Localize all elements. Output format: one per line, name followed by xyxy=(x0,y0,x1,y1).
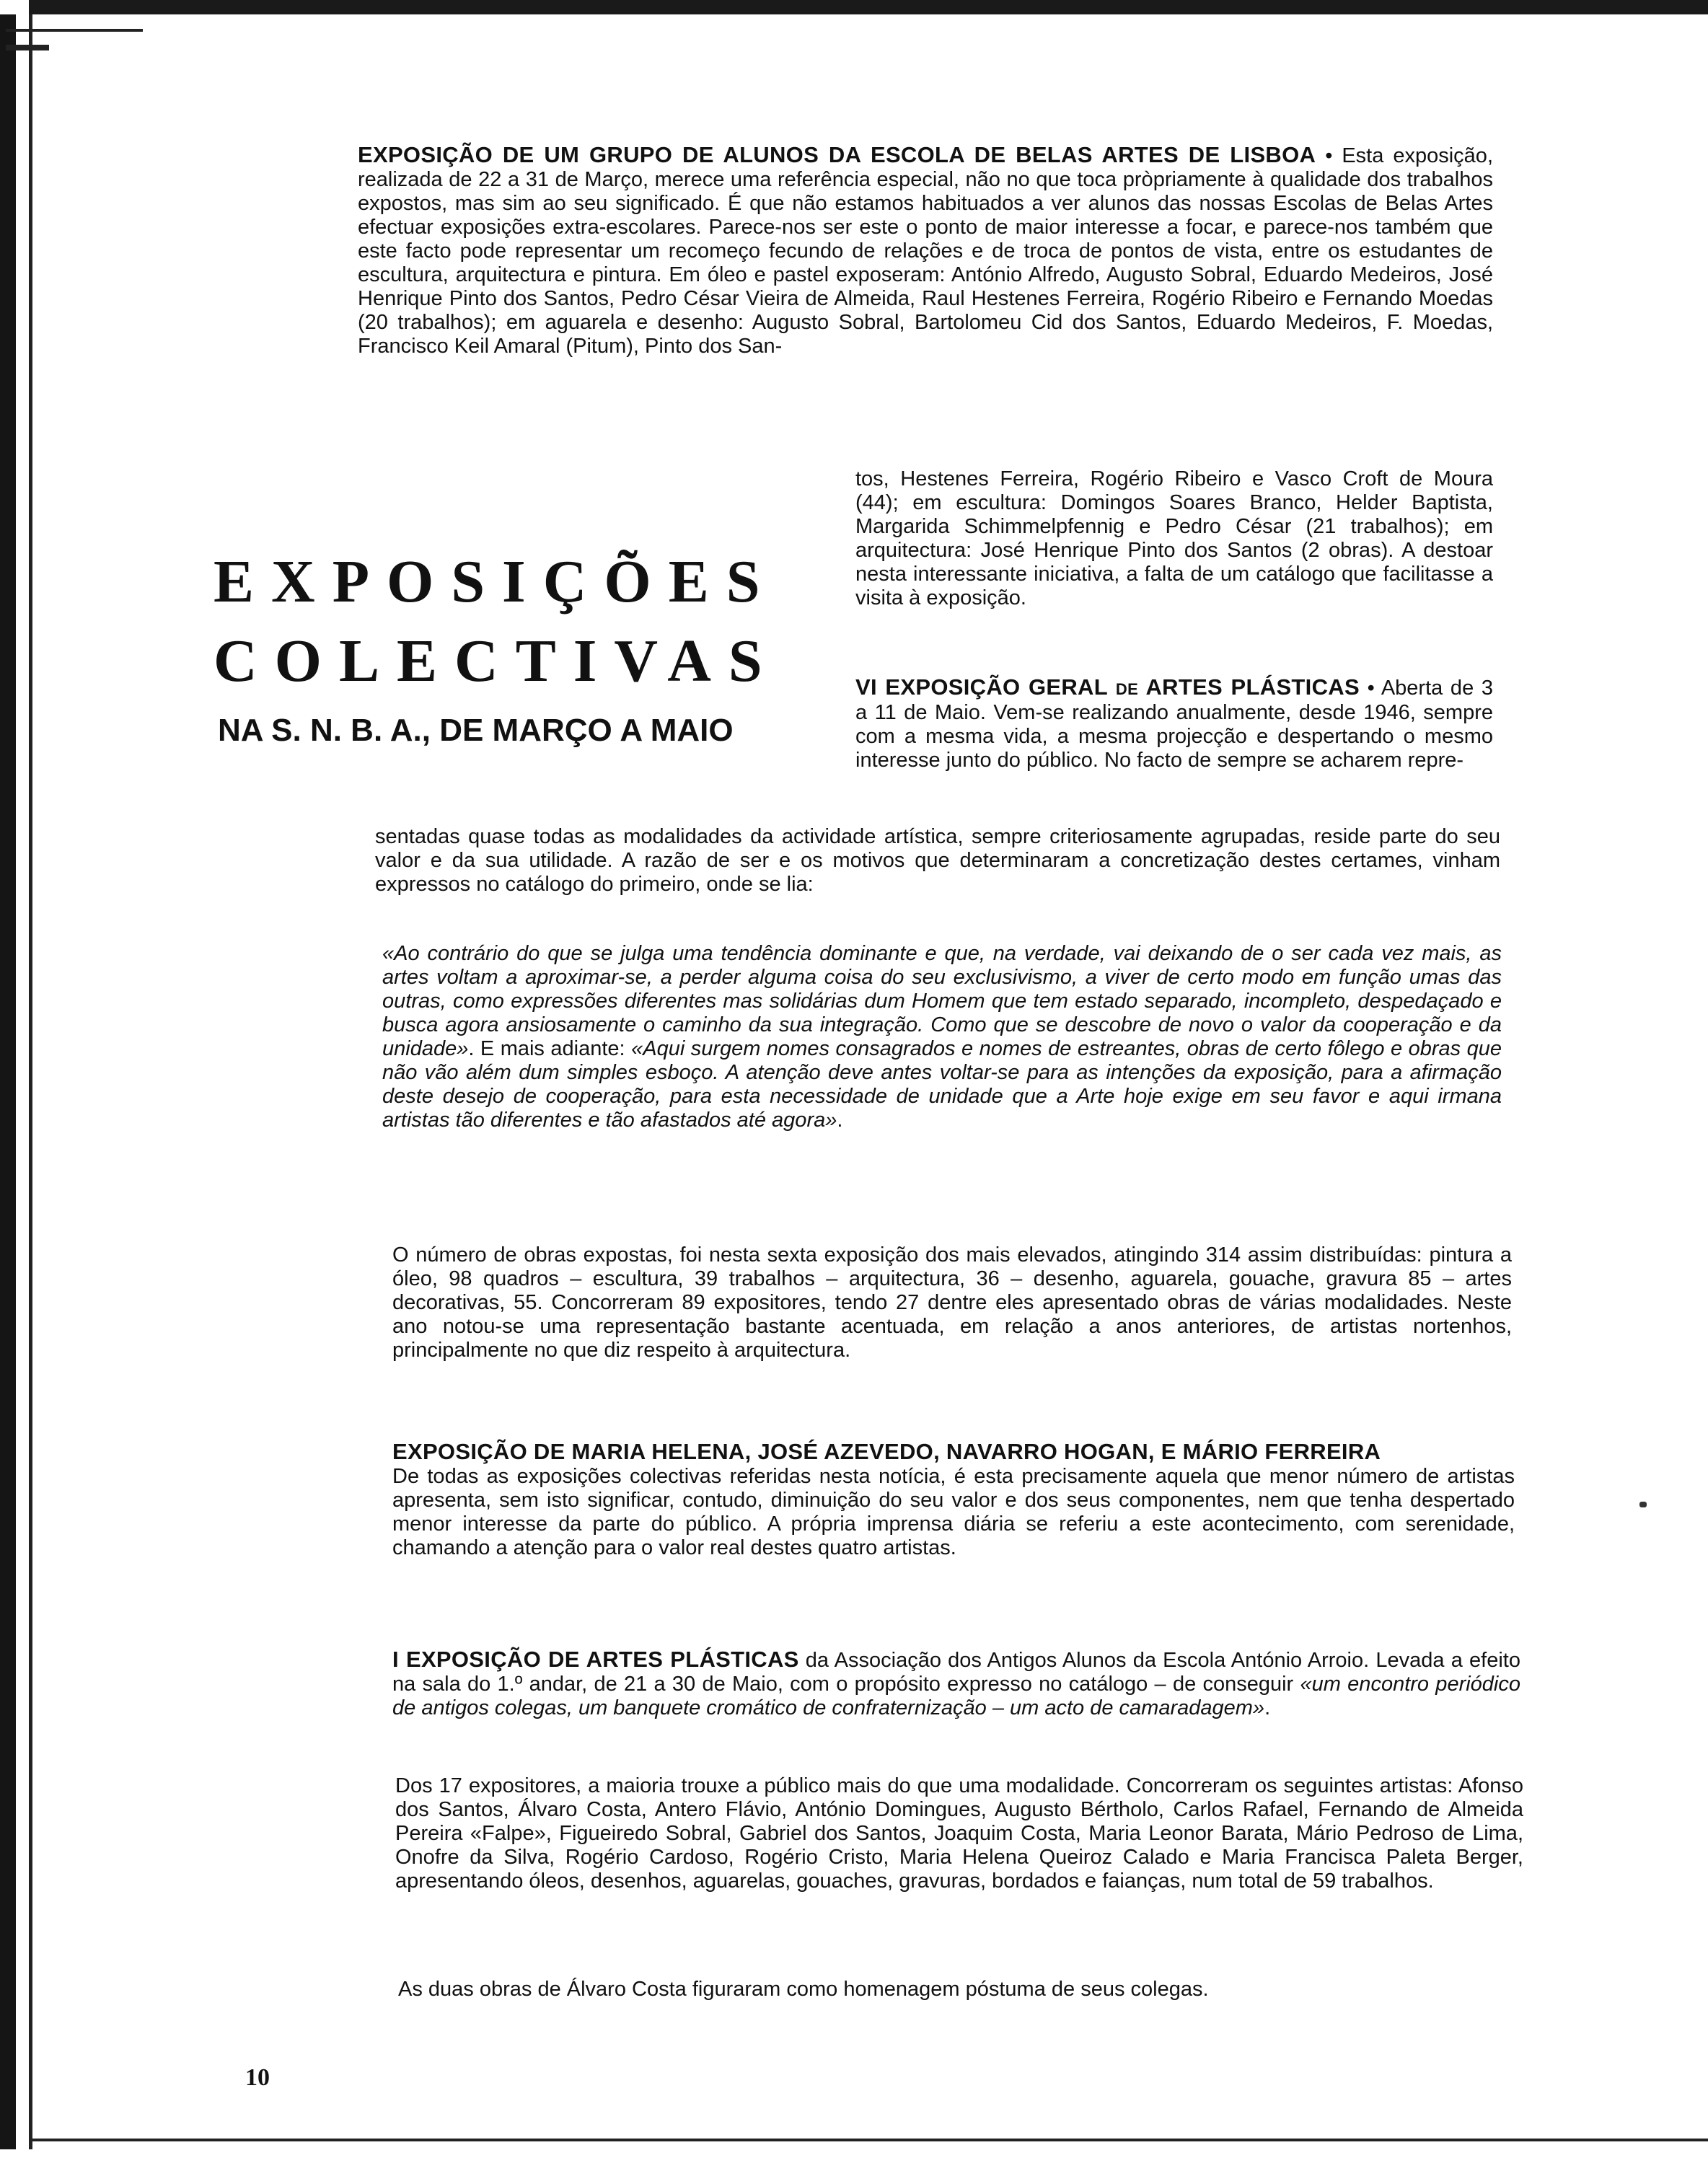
i-exposicao-quote: «um encontro periódico de antigos colegas, um banquete cromático de confraternização – um acto de camaradagem» xyxy=(392,1673,1520,1719)
bullet-separator: • xyxy=(1316,144,1342,167)
i-exposicao-intro xyxy=(392,1647,1520,1720)
grupo-alunos-heading: EXPOSIÇÃO DE UM GRUPO DE ALUNOS DA ESCOLA DE BELAS ARTES DE LISBOA xyxy=(358,142,1316,167)
maria-helena-text: De todas as exposições colectivas referidas nesta notícia, é esta precisamente aquela que menor número de artistas apresenta, sem isto significar, contudo, diminuição do seu valor e dos seus componentes, nem que tenha despertado menor interesse da parte do público. A própria imprensa diária se referiu a este acontecimento, com serenidade, chamando a atenção para o valor real destes quatro artistas. xyxy=(392,1465,1515,1559)
quote-mid: . E mais adiante: xyxy=(468,1037,632,1060)
vi-exposicao-quote-paragraph xyxy=(382,942,1502,1132)
vi-heading-de: DE xyxy=(1115,680,1139,698)
i-exposicao-text-b: Dos 17 expositores, a maioria trouxe a público mais do que uma modalidade. Concorreram os seguintes artistas: Afonso dos Santos, Álvaro Costa, Antero Flávio, António Domingues, Augusto Bértholo, Carlos Rafael, Fernando de Almeida Pereira «Falpe», Figueiredo Sobral, Gabriel dos Santos, Joaquim Costa, Maria Leonor Barata, Mário Pedroso de Lima, Onofre da Silva, Rogério Cardoso, Rogério Cristo, Maria Helena Queiroz Calado e Maria Francisca Paleta Berger, apresentando óleos, desenhos, aguarelas, gouaches, gravuras, bordados e faianças, num total de 59 trabalhos. xyxy=(395,1774,1523,1893)
bullet-separator: • xyxy=(1359,677,1381,700)
quote-1: «Ao contrário do que se julga uma tendência dominante e que, na verdade, vai deixando de o ser cada vez mais, as artes voltam a aproximar-se, a perder alguma coisa do seu exclusivismo, a viver de certo modo em função umas das outras, como expressões diferentes mas solidárias dum Homem que tem estado separado, incompleto, despedaçado e busca agora ansiosamente o caminho da sua integração. Como que se descobre de novo o valor da cooperação e da unidade» xyxy=(382,942,1502,1060)
vi-exposicao-text-b: sentadas quase todas as modalidades da actividade artística, sempre criteriosamente agrupadas, reside parte do seu valor e da sua utilidade. A razão de ser e os motivos que determinaram a concretização destes certames, vinham expressos no catálogo do primeiro, onde se lia: xyxy=(375,825,1500,896)
left-inner-rule xyxy=(29,14,32,2149)
page-title xyxy=(214,542,791,701)
vi-exposicao-text-a: Aberta de 3 a 11 de Maio. Vem-se realizando anualmente, desde 1946, sempre com a mesma vida, a mesma projecção e despertando o mesmo interesse junto do público. No facto de sempre se acharem repre- xyxy=(855,677,1493,772)
left-border-rule xyxy=(0,14,16,2149)
i-exposicao-text-c: As duas obras de Álvaro Costa figuraram como homenagem póstuma de seus colegas. xyxy=(398,1978,1209,2001)
grupo-alunos-text-b: tos, Hestenes Ferreira, Rogério Ribeiro e Vasco Croft de Moura (44); em escultura: Domingos Soares Branco, Helder Baptista, Margarida Schimmelpfennig e Pedro César (21 trabalhos); em arquitectura: José Henrique Pinto dos Santos (2 obras). A destoar nesta interessante iniciativa, a falta de um catálogo que facilitasse a visita à exposição. xyxy=(855,467,1493,609)
quote-end: . xyxy=(837,1109,843,1132)
grupo-alunos-paragraph xyxy=(358,143,1493,358)
i-exposicao-text-end: . xyxy=(1264,1696,1271,1719)
page-title-line2: COLECTIVAS xyxy=(214,627,780,695)
corner-mark xyxy=(6,29,143,32)
i-exposicao-heading: I EXPOSIÇÃO DE ARTES PLÁSTICAS xyxy=(392,1647,799,1672)
print-speck xyxy=(1639,1502,1647,1507)
vi-heading-a: VI EXPOSIÇÃO GERAL xyxy=(855,674,1116,700)
corner-mark-small xyxy=(6,45,49,50)
grupo-alunos-text-a: Esta exposição, realizada de 22 a 31 de Março, merece uma referência especial, não no que toca pròpriamente à qualidade dos trabalhos expostos, mas sim ao seu significado. É que não estamos habituados a ver alunos das nossas Escolas de Belas Artes efectuar exposições extra-escolares. Parece-nos ser este o ponto de maior interesse a focar, e parece-nos também que este facto pode representar um recomeço fecundo de relações e de troca de pontos de vista, entre os estudantes de escultura, arquitectura e pintura. Em óleo e pastel exposeram: António Alfredo, Augusto Sobral, Eduardo Medeiros, José Henrique Pinto dos Santos, Pedro César Vieira de Almeida, Raul Hestenes Ferreira, Rogério Ribeiro e Fernando Moedas (20 trabalhos); em aguarela e desenho: Augusto Sobral, Bartolomeu Cid dos Santos, Eduardo Medeiros, F. Moedas, Francisco Keil Amaral (Pitum), Pinto dos San- xyxy=(358,144,1493,358)
vi-exposicao-intro xyxy=(855,675,1493,772)
quote-2: «Aqui surgem nomes consagrados e nomes de estreantes, obras de certo fôlego e obras que não vão além dum simples esboço. A atenção deve antes voltar-se para as intenções da exposição, para a afirmação deste desejo de cooperação, para esta necessidade de unidade que a Arte hoje exige em seu favor e aqui irmana artistas tão diferentes e tão afastados até agora» xyxy=(382,1037,1502,1132)
page-subtitle: NA S. N. B. A., DE MARÇO A MAIO xyxy=(218,713,734,748)
page-number: 10 xyxy=(245,2064,270,2091)
maria-helena-paragraph xyxy=(392,1440,1515,1560)
maria-helena-heading: EXPOSIÇÃO DE MARIA HELENA, JOSÉ AZEVEDO, NAVARRO HOGAN, E MÁRIO FERREIRA xyxy=(392,1439,1381,1464)
top-border-rule xyxy=(29,0,1708,14)
vi-exposicao-heading xyxy=(855,674,1360,700)
vi-heading-b: ARTES PLÁSTICAS xyxy=(1138,674,1360,700)
vi-exposicao-text-c: O número de obras expostas, foi nesta sexta exposição dos mais elevados, atingindo 314 assim distribuídas: pintura a óleo, 98 quadros – escultura, 39 trabalhos – arquitectura, 36 – desenho, aguarela, gouache, gravura 85 – artes decorativas, 55. Concorreram 89 expositores, tendo 27 dentre eles apresentado obras de várias modalidades. Neste ano notou-se uma representação bastante acentuada, em relação a anos anteriores, de artistas nortenhos, principalmente no que diz respeito à arquitectura. xyxy=(392,1243,1512,1362)
bottom-border-rule xyxy=(29,2139,1708,2141)
i-exposicao-text-a: da Associação dos Antigos Alunos da Escola António Arroio. Levada a efeito na sala do 1.º andar, de 21 a 30 de Maio, com o propósito expresso no catálogo – de conseguir xyxy=(392,1649,1520,1696)
page-title-line1: EXPOSIÇÕES xyxy=(214,548,778,615)
